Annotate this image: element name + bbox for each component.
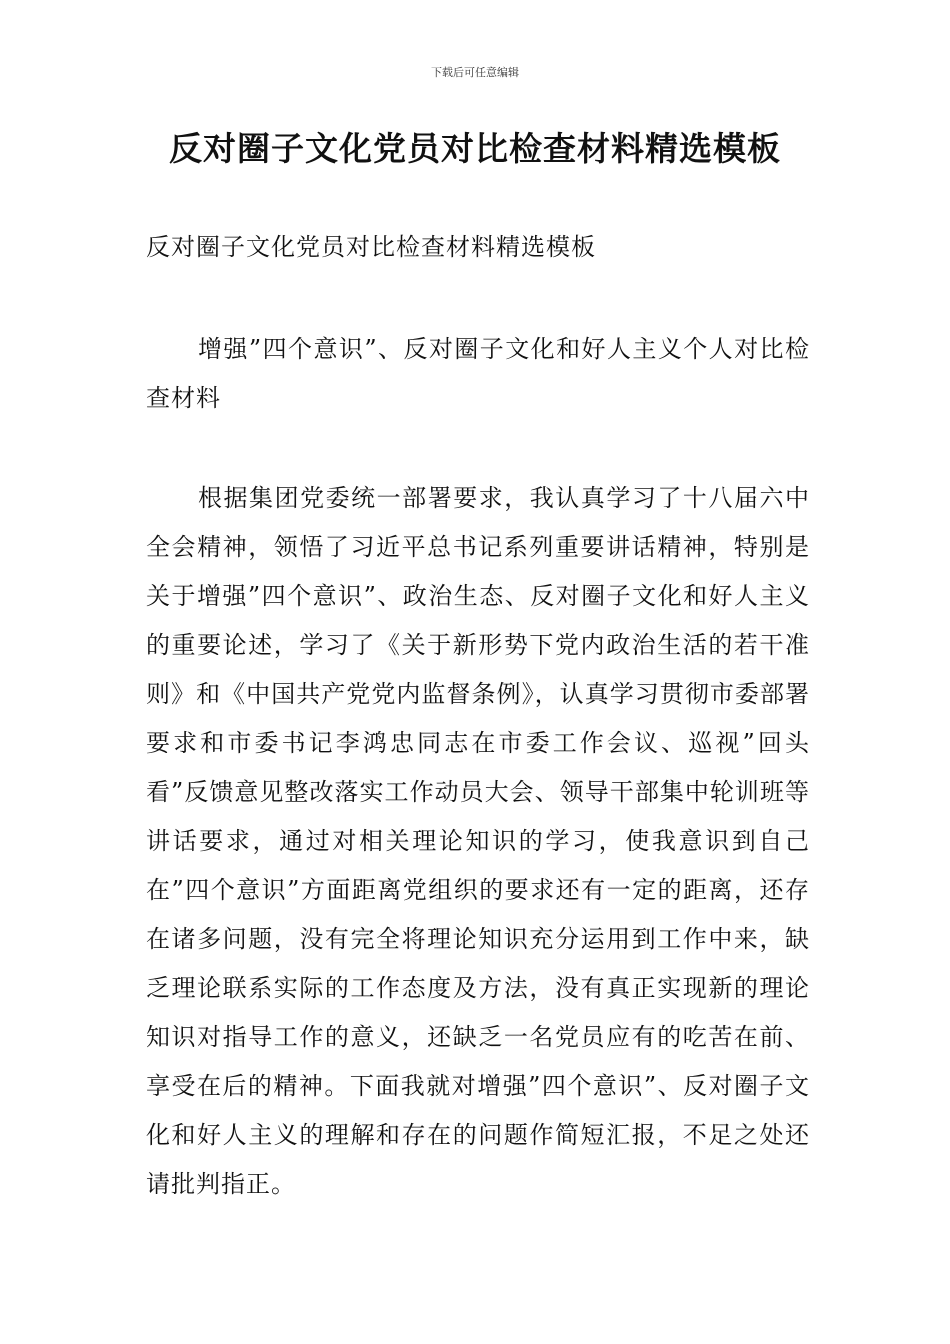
document-subtitle: 反对圈子文化党员对比检查材料精选模板	[146, 233, 596, 261]
header-note: 下载后可任意编辑	[431, 66, 519, 79]
document-title: 反对圈子文化党员对比检查材料精选模板	[169, 129, 781, 168]
section-heading-paragraph: 增强”四个意识”、反对圈子文化和好人主义个人对比检查材料	[146, 335, 810, 412]
body-paragraph: 根据集团党委统一部署要求，我认真学习了十八届六中全会精神，领悟了习近平总书记系列重要讲话精神，特别是关于增强”四个意识”、政治生态、反对圈子文化和好人主义的重要论述，学习了《关于新形势下党内政治生活的若干准则》和《中国共产党党内监督条例》，认真学习贯彻市委部署要求和市委书记李鸿忠同志在市委工作会议、巡视”回头看”反馈意见整改落实工作动员大会、领导干部集中轮训班等讲话要求，通过对相关理论知识的学习，使我意识到自己在”四个意识”方面距离党组织的要求还有一定的距离，还存在诸多问题，没有完全将理论知识充分运用到工作中来，缺乏理论联系实际的工作态度及方法，没有真正实现新的理论知识对指导工作的意义，还缺乏一名党员应有的吃苦在前、享受在后的精神。下面我就对增强”四个意识”、反对圈子文化和好人主义的理解和存在的问题作简短汇报，不足之处还请批判指正。	[146, 484, 810, 1198]
